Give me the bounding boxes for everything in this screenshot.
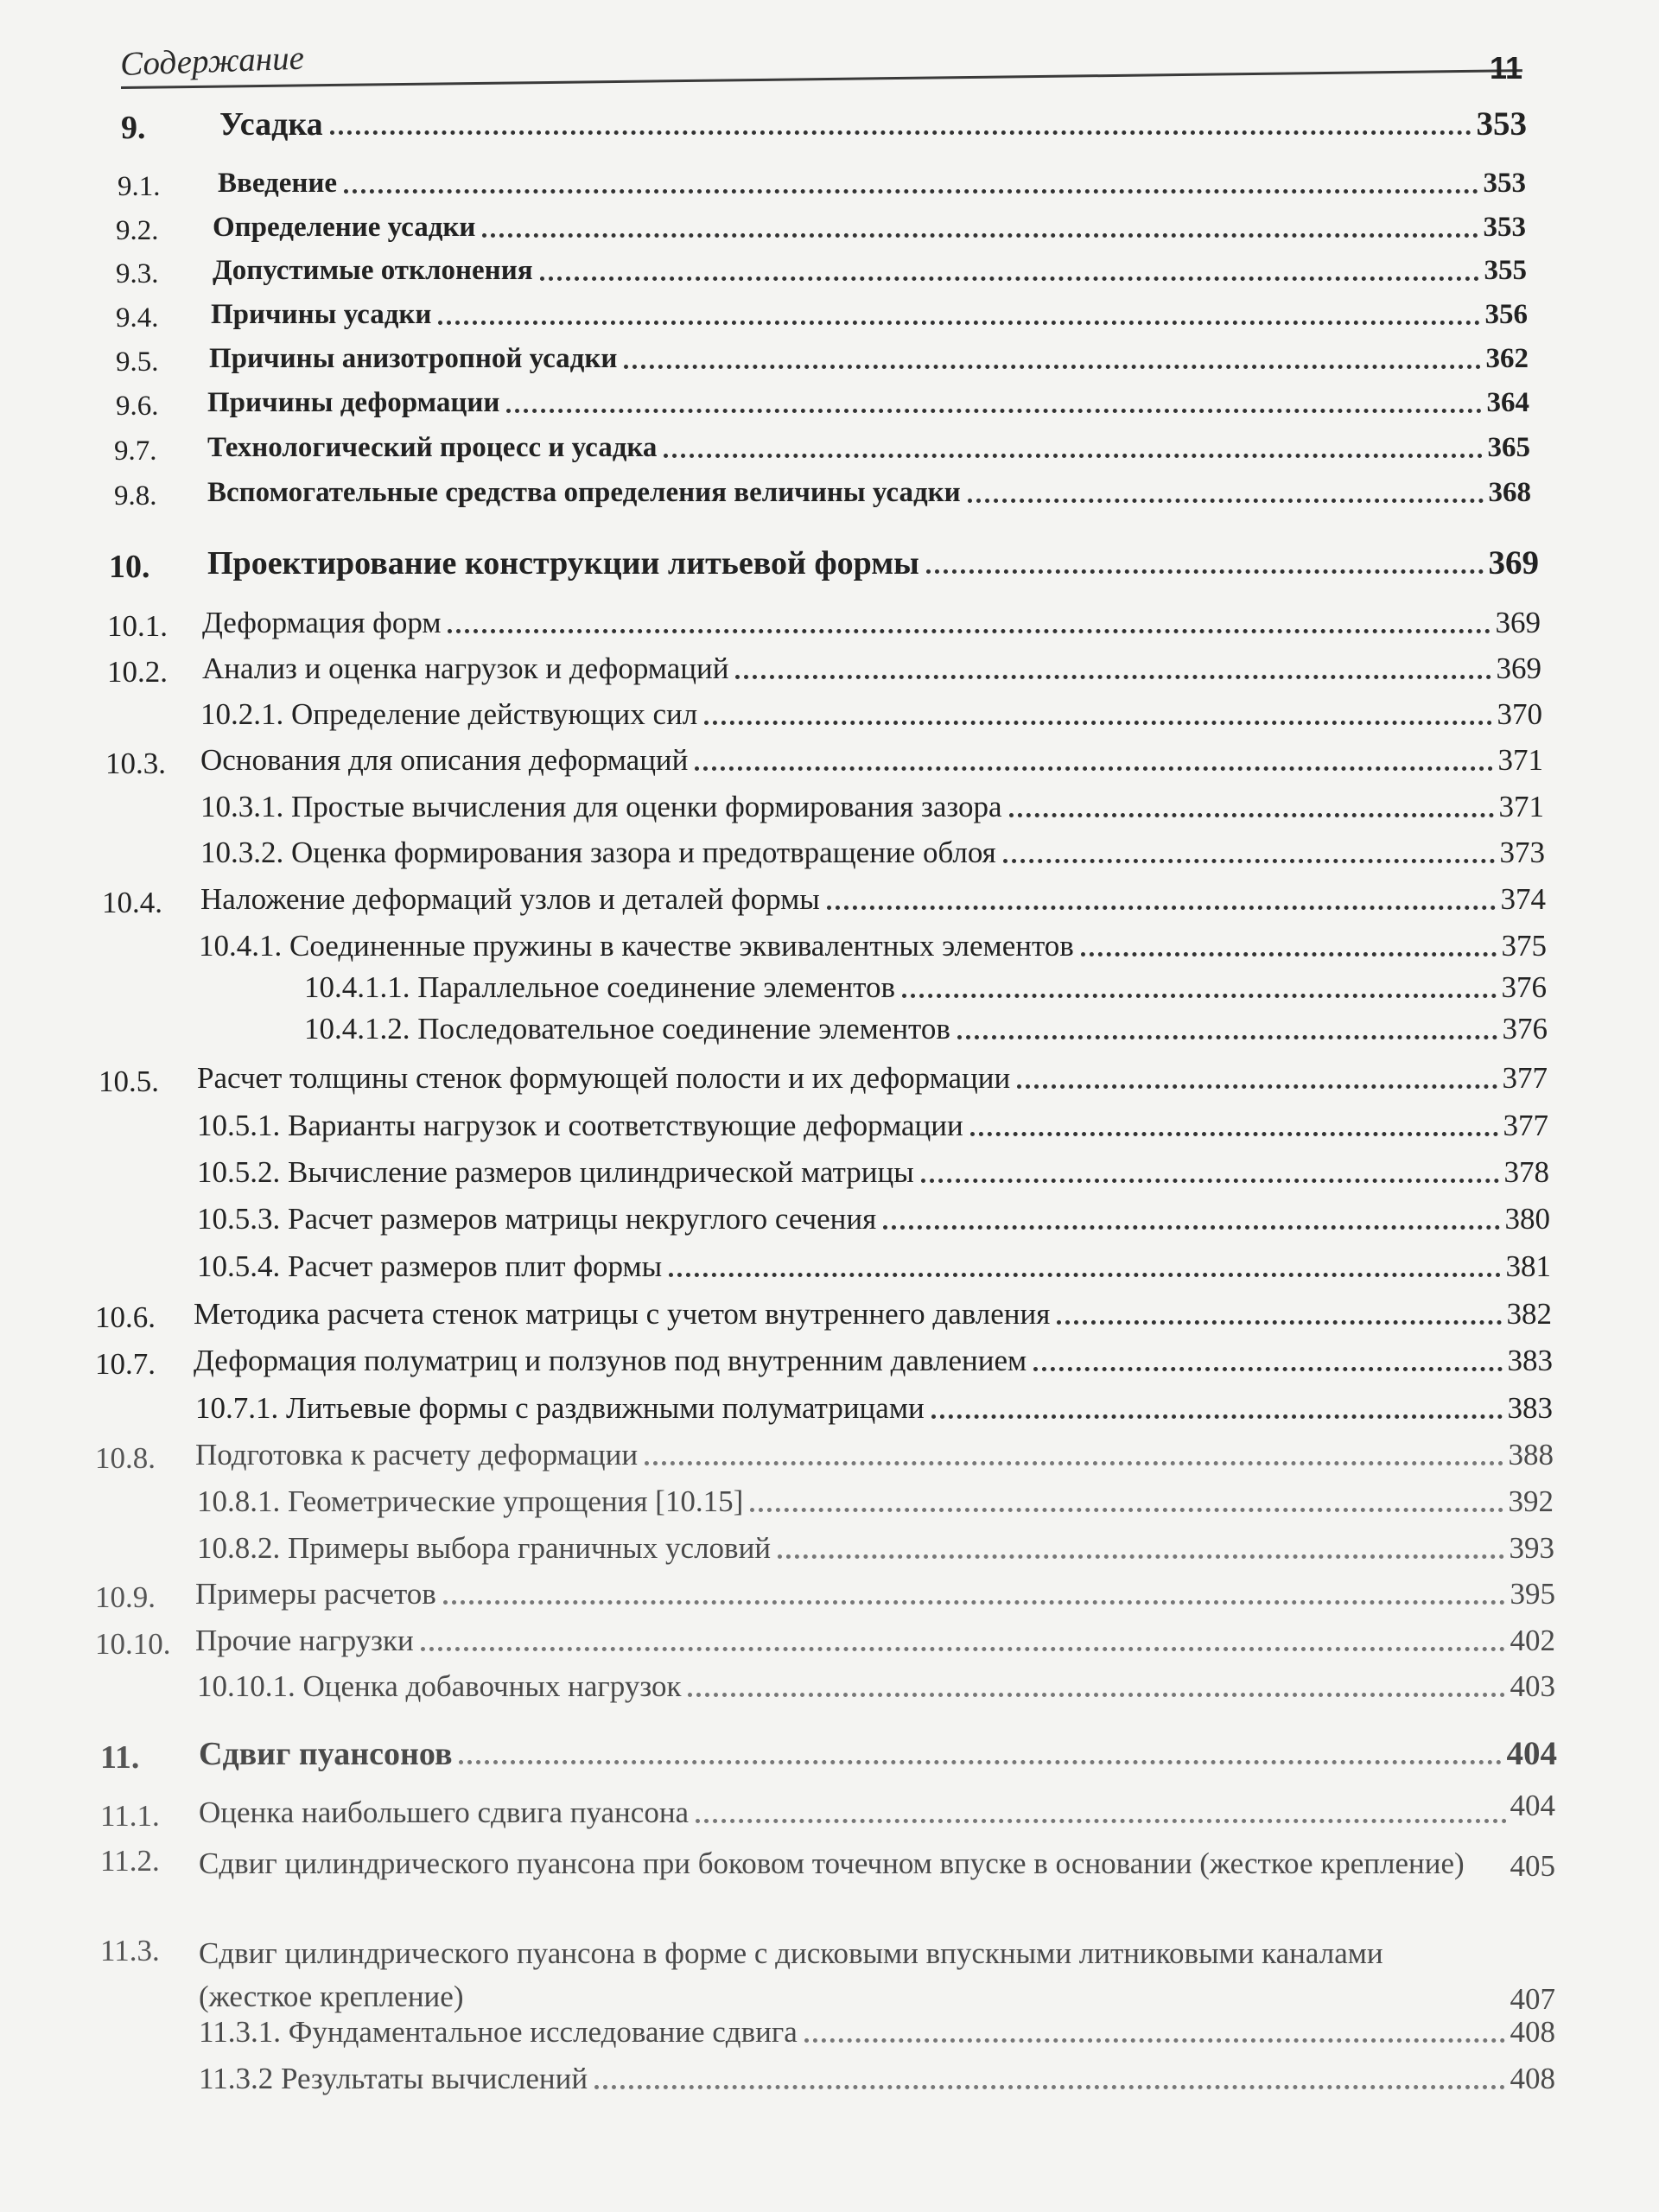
toc-title: 11.3.1. Фундаментальное исследование сдвига (199, 2015, 798, 2049)
toc-leader (645, 1461, 1503, 1465)
toc-page: 376 (1501, 970, 1547, 1004)
toc-page: 377 (1502, 1061, 1548, 1095)
toc-entry (197, 1483, 1554, 1521)
toc-leader (926, 569, 1484, 574)
toc-entry (197, 1668, 1555, 1706)
toc-leader (664, 454, 1482, 458)
toc-leader (704, 721, 1491, 725)
toc-page: 375 (1501, 929, 1547, 963)
toc-chapter-9 (121, 105, 1527, 146)
toc-leader (968, 499, 1484, 503)
toc-title: Сдвиг цилиндрического пуансона в форме с дисковыми впускными литниковыми каналами (жесткое крепление) (199, 1936, 1383, 2013)
toc-leader (1057, 1320, 1501, 1325)
toc-entry (95, 1295, 1552, 1333)
toc-title: 10.8.1. Геометрические упрощения [10.15] (197, 1484, 744, 1518)
toc-page: 383 (1507, 1391, 1553, 1425)
toc-title: Причины анизотропной усадки (209, 343, 618, 374)
toc-number: 10.7. (95, 1347, 156, 1381)
toc-entry (200, 834, 1545, 872)
running-header-title: Содержание (119, 39, 305, 84)
toc-leader (902, 994, 1497, 998)
toc-entry (197, 1154, 1549, 1192)
toc-number: 9.4. (116, 302, 159, 334)
toc-number: 9.5. (116, 346, 159, 378)
toc-number: 10.2. (107, 655, 168, 689)
toc-leader (970, 1132, 1498, 1136)
toc-number: 9.6. (116, 391, 159, 422)
toc-leader (750, 1508, 1503, 1512)
toc-number: 11.3. (100, 1934, 160, 1967)
toc-entry (116, 340, 1529, 378)
toc-leader (688, 1693, 1504, 1697)
toc-page: 371 (1497, 743, 1543, 777)
toc-leader (459, 1760, 1501, 1764)
toc-title: Допустимые отклонения (213, 255, 533, 286)
toc-title: Сдвиг пуансонов (199, 1736, 453, 1772)
toc-entry (197, 1529, 1554, 1567)
toc-page: 408 (1510, 2062, 1555, 2095)
toc-page: 369 (1488, 544, 1539, 582)
toc-entry (197, 1200, 1550, 1238)
toc-leader (696, 1819, 1507, 1823)
toc-number: 10.10. (95, 1627, 171, 1661)
toc-entry-multiline (100, 1932, 1555, 2018)
toc-page: 404 (1510, 1789, 1555, 1822)
toc-title: 10.7.1. Литьевые формы с раздвижными полуматрицами (195, 1391, 925, 1425)
toc-title: 10.3.1. Простые вычисления для оценки формирования зазора (200, 790, 1002, 823)
toc-entry (116, 384, 1529, 422)
toc-leader (594, 2085, 1504, 2089)
toc-leader (1033, 1367, 1502, 1371)
toc-entry (199, 2060, 1555, 2098)
toc-page: 353 (1483, 212, 1526, 243)
toc-page: 369 (1495, 606, 1541, 639)
toc-page: 393 (1509, 1531, 1554, 1565)
toc-number: 11. (100, 1739, 140, 1776)
toc-page: 407 (1510, 1982, 1555, 2016)
toc-title: 10.4.1. Соединенные пружины в качестве эквивалентных элементов (199, 929, 1074, 963)
toc-leader (1017, 1084, 1497, 1089)
toc-entry (116, 296, 1528, 334)
toc-page: 356 (1484, 299, 1528, 330)
toc-title: 10.2.1. Определение действующих сил (200, 697, 698, 731)
toc-title: Деформация форм (202, 606, 442, 639)
toc-entry (95, 1622, 1555, 1660)
toc-entry (105, 741, 1543, 779)
toc-leader (1081, 952, 1497, 957)
toc-title: Подготовка к расчету деформации (195, 1438, 639, 1471)
toc-leader (443, 1600, 1505, 1605)
toc-page: 388 (1508, 1438, 1554, 1471)
toc-entry (99, 1059, 1548, 1097)
toc-page: 395 (1510, 1577, 1555, 1611)
toc-number: 10.6. (95, 1300, 156, 1334)
toc-title: Оценка наибольшего сдвига пуансона (199, 1796, 690, 1829)
toc-page: 382 (1506, 1297, 1552, 1331)
toc-page: 368 (1488, 477, 1531, 508)
toc-title: Методика расчета стенок матрицы с учетом внутреннего давления (194, 1297, 1051, 1331)
toc-title: Проектирование конструкции литьевой формы (207, 545, 919, 582)
toc-number: 9. (121, 110, 146, 146)
toc-page: 365 (1487, 432, 1530, 463)
toc-entry (95, 1575, 1555, 1613)
toc-page: 378 (1503, 1155, 1549, 1189)
toc-number: 10.5. (99, 1065, 159, 1098)
toc-leader (921, 1179, 1499, 1183)
toc-number: 10.4. (102, 886, 162, 919)
toc-title: Примеры расчетов (195, 1577, 436, 1611)
toc-entry (199, 927, 1547, 965)
toc-entry (304, 1010, 1548, 1048)
toc-title: Определение усадки (213, 212, 476, 243)
toc-entry (116, 251, 1527, 289)
toc-entry (95, 1342, 1553, 1380)
toc-entry (197, 1107, 1548, 1145)
toc-title: 10.5.4. Расчет размеров плит формы (197, 1249, 663, 1283)
toc-leader (1009, 813, 1494, 817)
toc-page: 353 (1476, 105, 1527, 143)
toc-page: 364 (1486, 387, 1529, 418)
toc-title: 11.3.2 Результаты вычислений (199, 2062, 588, 2095)
toc-page: 355 (1484, 255, 1527, 286)
toc-title: 10.4.1.1. Параллельное соединение элементов (304, 970, 895, 1004)
toc-page: 369 (1496, 652, 1541, 685)
toc-page: 383 (1507, 1344, 1553, 1377)
toc-leader (695, 766, 1492, 771)
toc-title: 10.10.1. Оценка добавочных нагрузок (197, 1669, 682, 1703)
toc-number: 9.3. (116, 258, 159, 289)
toc-entry (95, 1436, 1554, 1474)
toc-leader (330, 130, 1471, 135)
toc-title: Наложение деформаций узлов и деталей формы (200, 882, 820, 916)
toc-title: Вспомогательные средства определения величины усадки (207, 477, 961, 508)
toc-leader (482, 233, 1478, 238)
toc-page: 353 (1483, 168, 1526, 199)
toc-title: 10.3.2. Оценка формирования зазора и предотвращение облоя (200, 836, 996, 869)
toc-leader (957, 1035, 1497, 1039)
toc-entry (200, 696, 1542, 734)
toc-entry (107, 650, 1541, 688)
toc-title: Деформация полуматриц и ползунов под внутренним давлением (194, 1344, 1027, 1377)
toc-entry (116, 208, 1526, 246)
toc-entry (107, 604, 1541, 642)
toc-page: 380 (1504, 1202, 1550, 1236)
toc-number: 9.1. (118, 171, 161, 202)
toc-page: 362 (1485, 343, 1529, 374)
toc-title: Прочие нагрузки (195, 1624, 414, 1657)
toc-entry (304, 969, 1547, 1007)
toc-chapter-10 (109, 544, 1539, 585)
toc-page: 374 (1500, 882, 1546, 916)
toc-number: 11.1. (100, 1799, 160, 1833)
toc-entry (195, 1389, 1553, 1427)
toc-leader (624, 365, 1480, 369)
toc-leader (344, 189, 1478, 194)
toc-entry (118, 164, 1526, 202)
toc-entry (199, 2013, 1555, 2051)
toc-title: Сдвиг цилиндрического пуансона при боковом точечном впуске в основании (жесткое крепление) (199, 1847, 1465, 1880)
toc-page: 402 (1510, 1624, 1555, 1657)
toc-entry (197, 1248, 1551, 1286)
toc-entry-multiline (100, 1842, 1555, 1885)
toc-number: 9.2. (116, 215, 159, 246)
toc-page: 404 (1506, 1735, 1557, 1772)
toc-leader (438, 321, 1479, 325)
toc-title: 10.5.3. Расчет размеров матрицы некруглого сечения (197, 1202, 877, 1236)
toc-leader (421, 1647, 1505, 1651)
toc-entry (100, 1789, 1555, 1833)
toc-page: 370 (1497, 697, 1542, 731)
toc-entry (200, 788, 1544, 826)
toc-title: Анализ и оценка нагрузок и деформаций (202, 652, 729, 685)
toc-number: 10.3. (105, 747, 166, 780)
toc-title: Основания для описания деформаций (200, 743, 689, 777)
toc-leader (883, 1225, 1499, 1230)
toc-leader (778, 1554, 1503, 1559)
toc-title: 10.8.2. Примеры выбора граничных условий (197, 1531, 772, 1565)
toc-leader (540, 276, 1479, 281)
toc-page: 392 (1508, 1484, 1554, 1518)
toc-leader (448, 629, 1490, 633)
toc-title: 10.5.2. Вычисление размеров цилиндрической матрицы (197, 1155, 914, 1189)
toc-page: 403 (1510, 1669, 1555, 1703)
toc-leader (506, 409, 1481, 413)
toc-entry (114, 474, 1531, 512)
toc-page: 377 (1503, 1109, 1548, 1142)
toc-number: 10.8. (95, 1441, 156, 1475)
toc-page: 381 (1505, 1249, 1551, 1283)
toc-title: 10.4.1.2. Последовательное соединение элементов (304, 1012, 950, 1046)
toc-entry (102, 880, 1546, 918)
toc-page: 376 (1502, 1012, 1548, 1046)
toc-number: 10. (109, 549, 150, 585)
toc-title: Расчет толщины стенок формующей полости и их деформации (197, 1061, 1011, 1095)
toc-chapter-11 (100, 1735, 1557, 1776)
toc-number: 11.2. (100, 1844, 160, 1878)
toc-title: Причины деформации (207, 387, 500, 418)
toc-leader (804, 2038, 1505, 2043)
toc-page: 373 (1499, 836, 1545, 869)
toc-leader (931, 1414, 1503, 1419)
toc-number: 9.8. (114, 480, 157, 512)
toc-leader (1003, 859, 1495, 863)
toc-title: Усадка (219, 106, 323, 143)
toc-leader (669, 1273, 1500, 1277)
toc-number: 10.9. (95, 1580, 156, 1614)
toc-page: 371 (1498, 790, 1544, 823)
toc-page: 408 (1510, 2015, 1555, 2049)
toc-number: 10.1. (107, 609, 168, 643)
toc-title: Технологический процесс и усадка (207, 432, 658, 463)
toc-title: 10.5.1. Варианты нагрузок и соответствующие деформации (197, 1109, 963, 1142)
toc-entry (114, 429, 1530, 467)
toc-title: Введение (218, 168, 338, 199)
toc-number: 9.7. (114, 435, 157, 467)
toc-title: Причины усадки (211, 299, 432, 330)
toc-leader (735, 675, 1491, 679)
header-page-number: 11 (1489, 50, 1522, 86)
toc-page: 405 (1510, 1849, 1555, 1883)
toc-leader (827, 906, 1496, 910)
